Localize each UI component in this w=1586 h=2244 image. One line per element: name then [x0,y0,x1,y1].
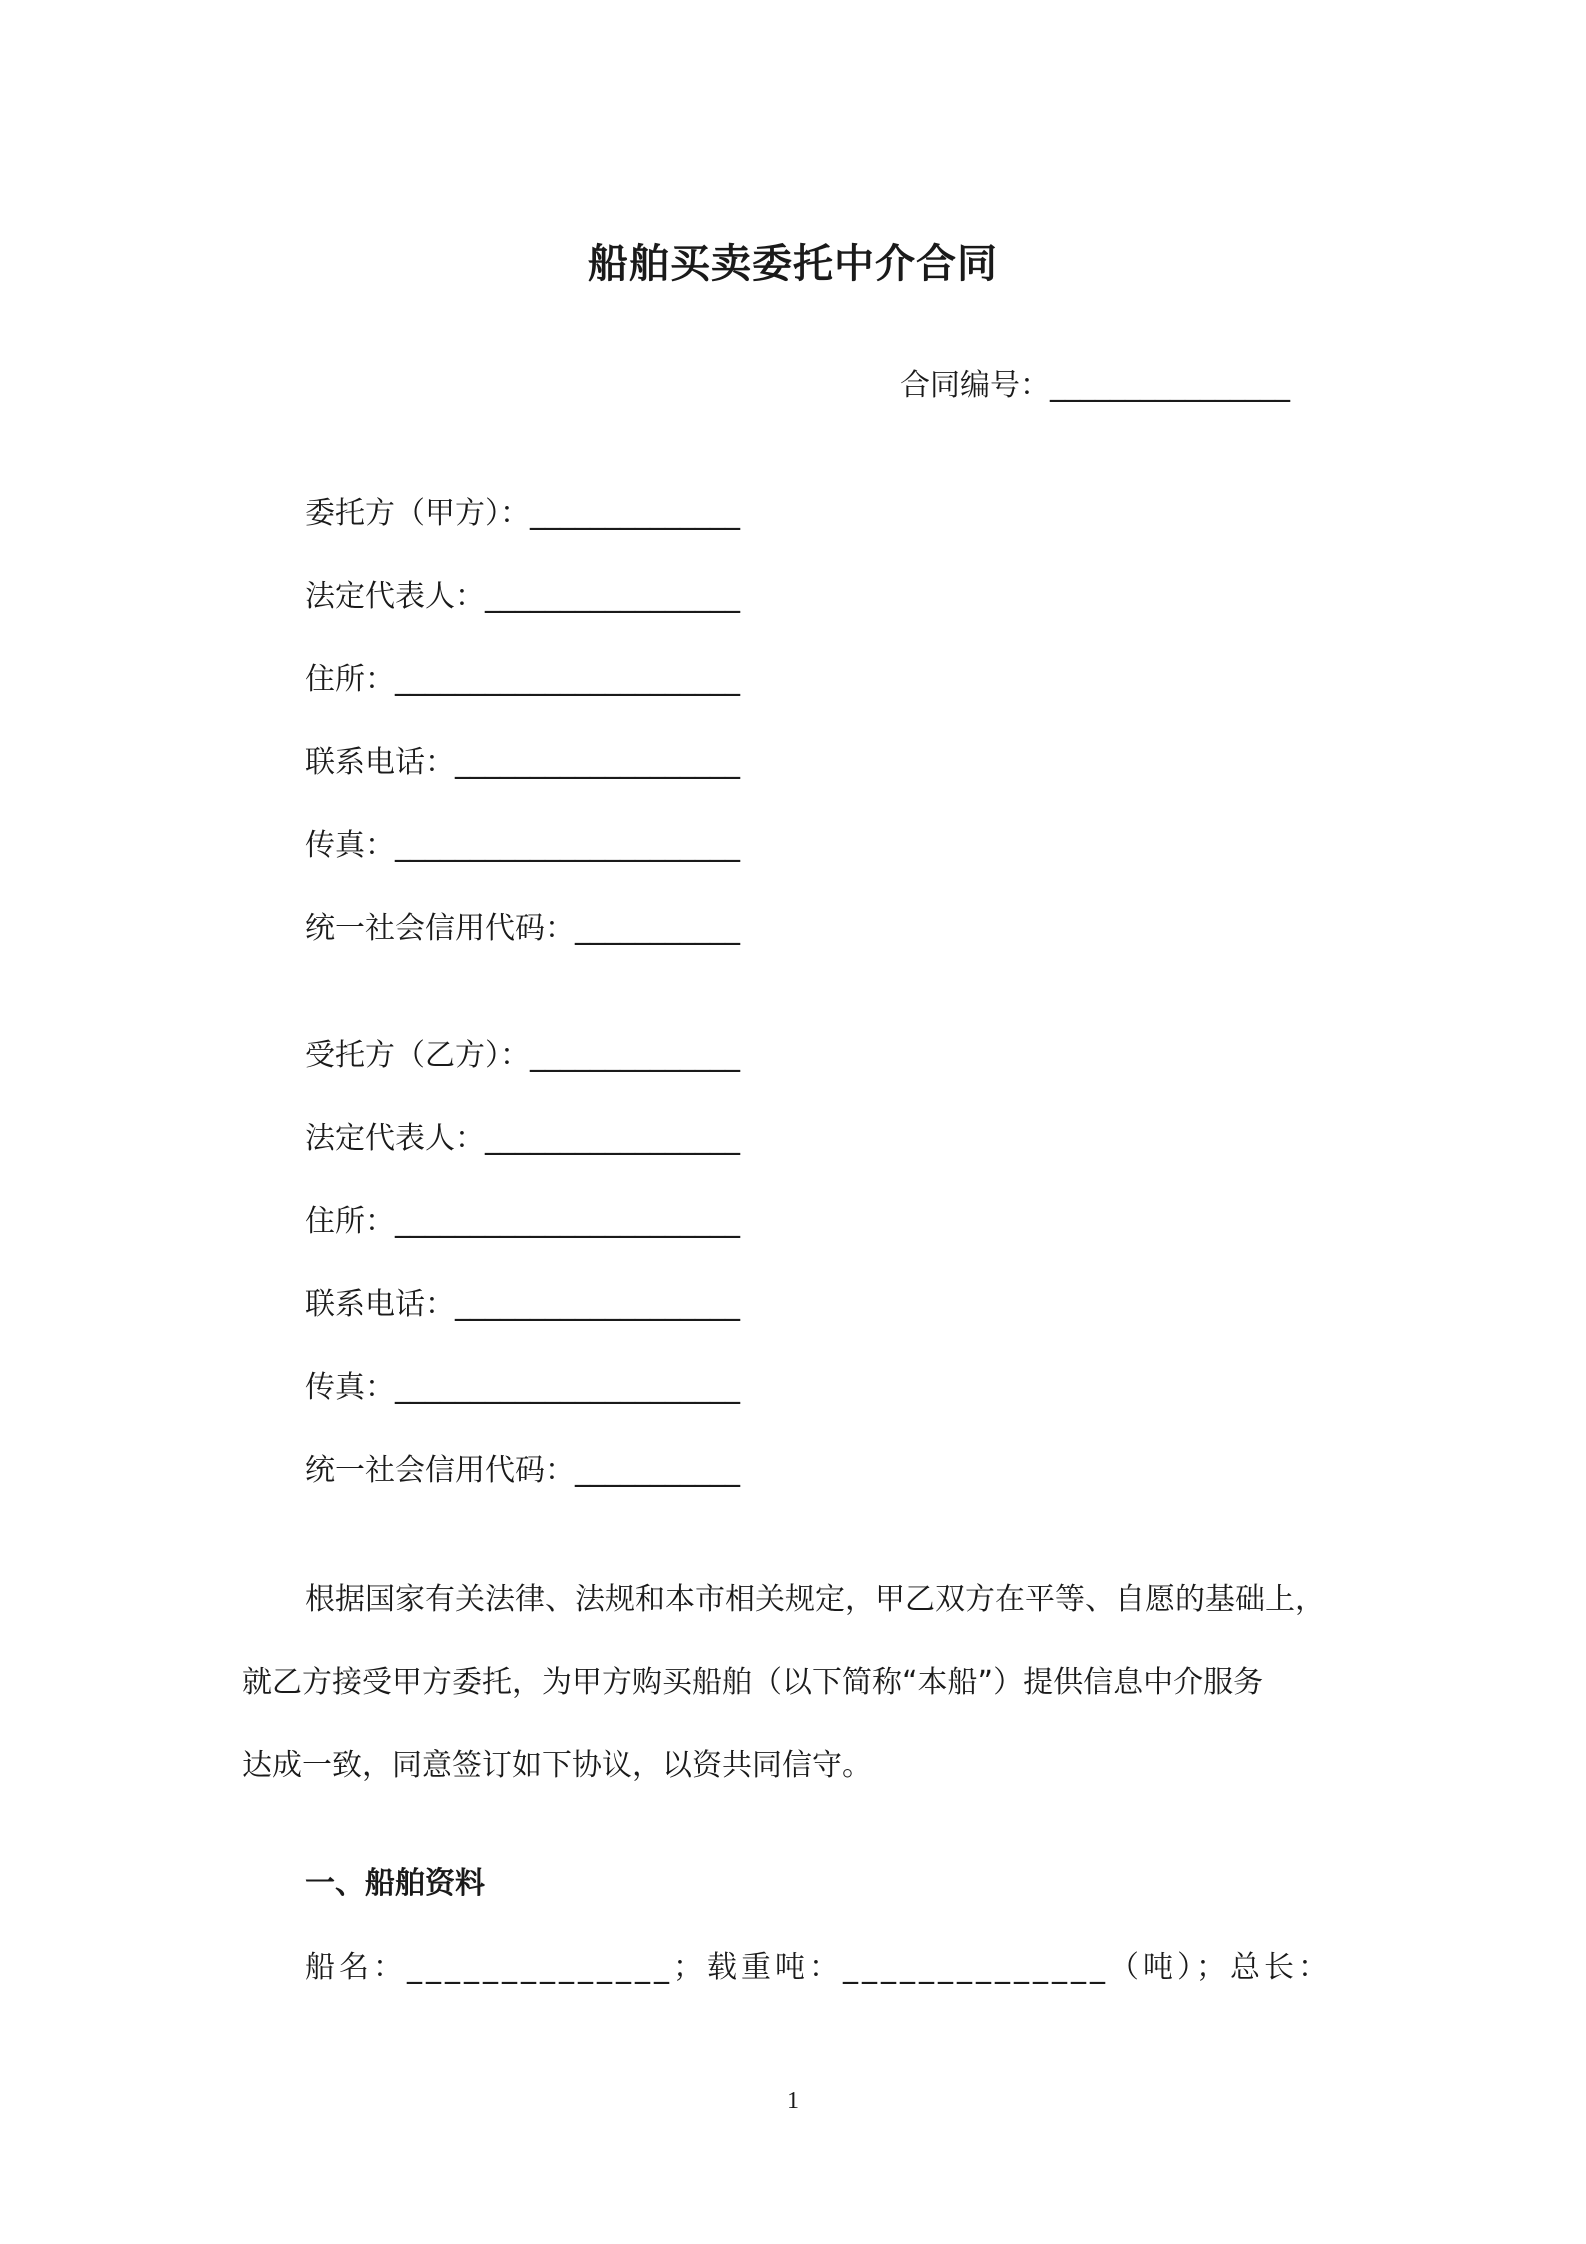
ship-info-line: 船名：______________；载重吨：______________（吨）；总长： [305,1950,1332,1985]
preamble-line: 达成一致，同意签订如下协议，以资共同信守。 [242,1748,872,1783]
party-b-fax-field: 传真：_______________________ [305,1370,740,1405]
party-a-credit-code-field: 统一社会信用代码：___________ [305,911,740,946]
party-b-name-field: 受托方（乙方）：______________ [305,1038,740,1073]
party-a-name-field: 委托方（甲方）：______________ [305,496,740,531]
party-b-phone-field: 联系电话：___________________ [305,1287,740,1322]
party-b-address-field: 住所：_______________________ [305,1204,740,1239]
section-heading: 一、船舶资料 [305,1866,485,1901]
document-title: 船舶买卖委托中介合同 [588,241,998,287]
party-a-phone-field: 联系电话：___________________ [305,745,740,780]
party-a-fax-field: 传真：_______________________ [305,828,740,863]
party-a-legal-rep-field: 法定代表人：_________________ [305,579,740,614]
preamble-line: 就乙方接受甲方委托，为甲方购买船舶（以下简称“本船”）提供信息中介服务 [242,1665,1264,1700]
page-number: 1 [787,2088,799,2114]
preamble-line: 根据国家有关法律、法规和本市相关规定，甲乙双方在平等、自愿的基础上， [305,1582,1325,1617]
party-b-legal-rep-field: 法定代表人：_________________ [305,1121,740,1156]
party-b-credit-code-field: 统一社会信用代码：___________ [305,1453,740,1488]
contract-number-field: 合同编号：________________ [900,368,1290,403]
party-a-address-field: 住所：_______________________ [305,662,740,697]
